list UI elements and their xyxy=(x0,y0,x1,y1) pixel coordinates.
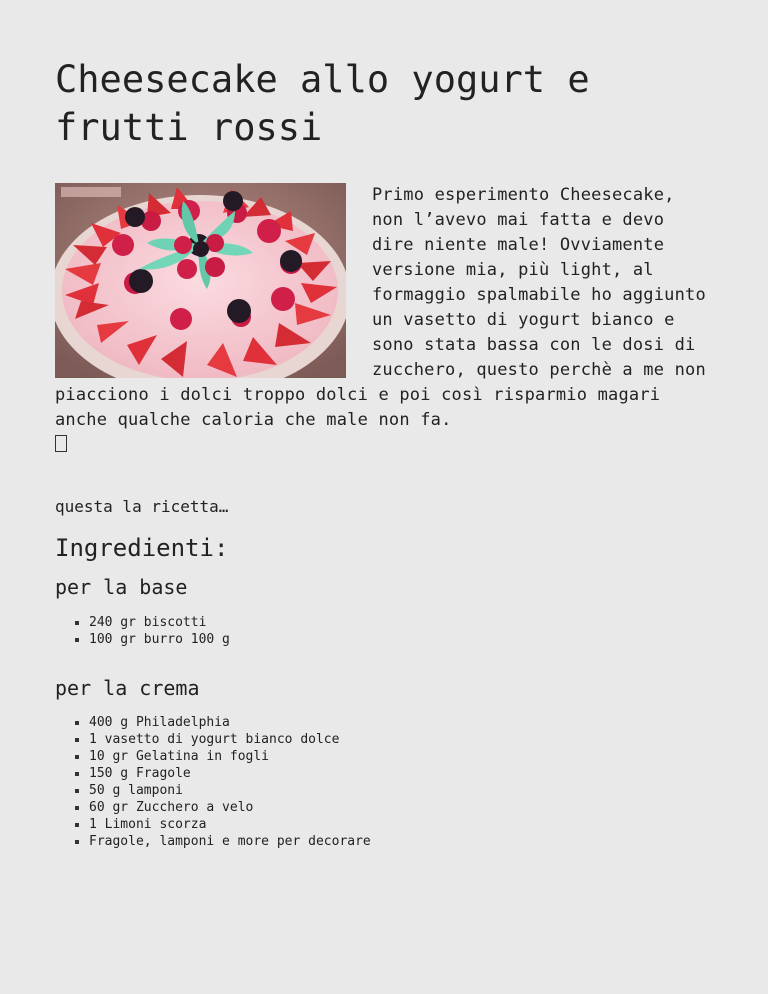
list-item: 1 Limoni scorza xyxy=(75,816,371,833)
list-item: 60 gr Zucchero a velo xyxy=(75,799,371,816)
ingredients-heading: Ingredienti: xyxy=(55,534,229,562)
emoji-placeholder-icon xyxy=(55,435,67,452)
crema-heading: per la crema xyxy=(55,676,200,700)
list-item: 240 gr biscotti xyxy=(75,614,230,631)
intro xyxy=(55,183,715,458)
list-item: 1 vasetto di yogurt bianco dolce xyxy=(75,731,371,748)
list-item: 50 g lamponi xyxy=(75,782,371,799)
recipe-lead: questa la ricetta… xyxy=(55,497,229,516)
list-item: 10 gr Gelatina in fogli xyxy=(75,748,371,765)
list-item: 100 gr burro 100 g xyxy=(75,631,230,648)
crema-ingredient-list xyxy=(75,714,371,850)
base-heading: per la base xyxy=(55,575,188,599)
list-item: 150 g Fragole xyxy=(75,765,371,782)
cheesecake-photo xyxy=(55,183,346,378)
page-title: Cheesecake allo yogurt e frutti rossi xyxy=(55,58,590,149)
base-ingredient-list xyxy=(75,614,230,648)
intro-text: Primo esperimento Cheesecake, non l’avevo mai fatta e devo dire niente male! Ovviamente versione mia, più light, al formaggio spalmabile ho aggiunto un vasetto di yogurt bianco e sono stata bassa con le dosi di zucchero, questo perchè a me non piacciono i dolci troppo dolci e poi così risparmio magari anche qualche caloria che male non fa. xyxy=(55,185,706,430)
list-item: Fragole, lamponi e more per decorare xyxy=(75,833,371,850)
list-item: 400 g Philadelphia xyxy=(75,714,371,731)
